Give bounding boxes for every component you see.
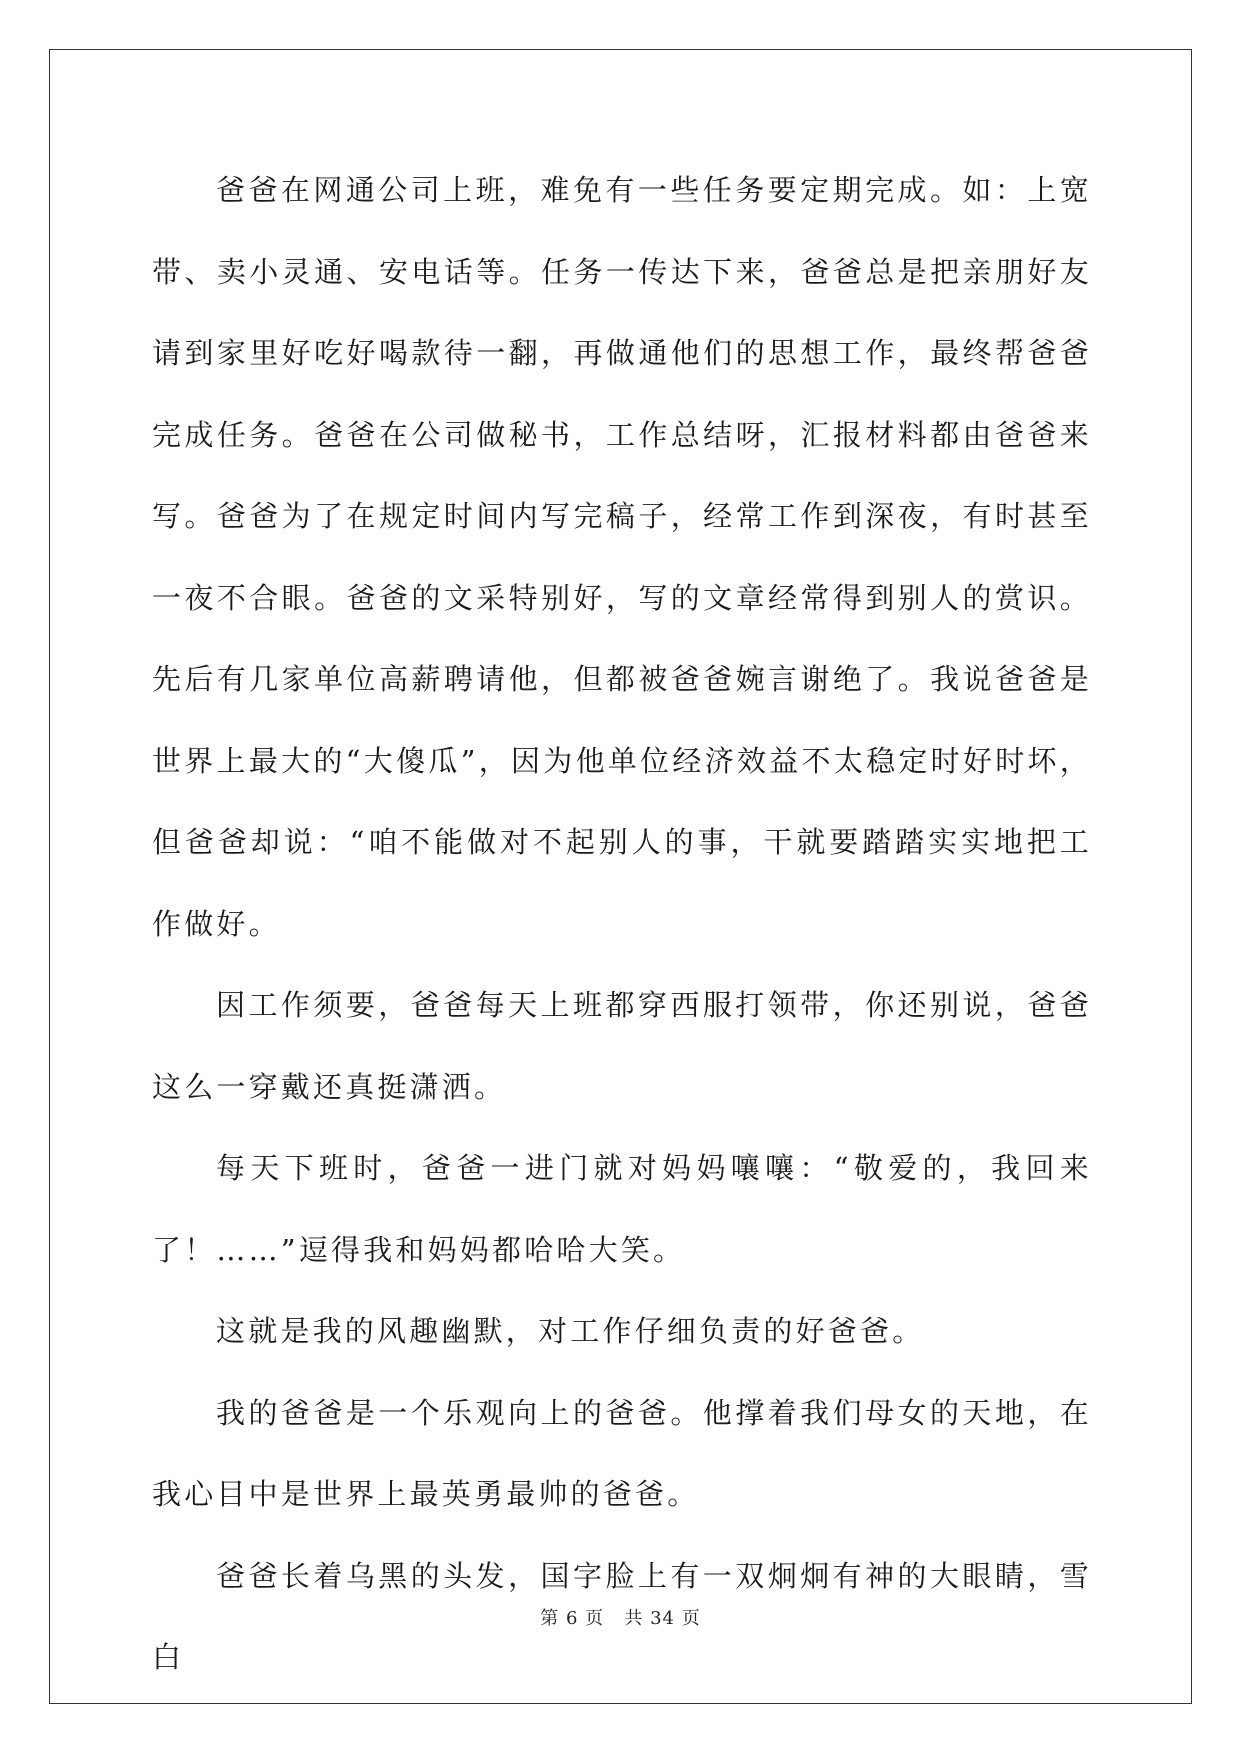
page-number: 第 6 页 bbox=[540, 1608, 605, 1629]
document-body bbox=[152, 150, 1092, 1699]
page-footer bbox=[0, 1604, 1241, 1630]
paragraph: 爸爸在网通公司上班，难免有一些任务要定期完成。如：上宽带、卖小灵通、安电话等。任务一传达下来，爸爸总是把亲朋好友请到家里好吃好喝款待一翻，再做通他们的思想工作，最终帮爸爸完成任务。爸爸在公司做秘书，工作总结呀，汇报材料都由爸爸来写。爸爸为了在规定时间内写完稿子，经常工作到深夜，有时甚至一夜不合眼。爸爸的文采特别好，写的文章经常得到别人的赏识。先后有几家单位高薪聘请他，但都被爸爸婉言谢绝了。我说爸爸是世界上最大的“大傻瓜”，因为他单位经济效益不太稳定时好时坏，但爸爸却说：“咱不能做对不起别人的事，干就要踏踏实实地把工作做好。 bbox=[152, 173, 1092, 941]
paragraph: 爸爸长着乌黑的头发，国字脸上有一双炯炯有神的大眼睛，雪白 bbox=[152, 1558, 1092, 1674]
paragraph: 每天下班时，爸爸一进门就对妈妈嚷嚷：“敬爱的，我回来了！……”逗得我和妈妈都哈哈大笑。 bbox=[152, 1151, 1092, 1267]
total-pages: 共 34 页 bbox=[624, 1608, 701, 1629]
paragraph: 因工作须要，爸爸每天上班都穿西服打领带，你还别说，爸爸这么一穿戴还真挺潇洒。 bbox=[152, 988, 1092, 1104]
paragraph: 我的爸爸是一个乐观向上的爸爸。他撑着我们母女的天地，在我心目中是世界上最英勇最帅的爸爸。 bbox=[152, 1395, 1092, 1511]
paragraph: 这就是我的风趣幽默，对工作仔细负责的好爸爸。 bbox=[216, 1314, 925, 1348]
